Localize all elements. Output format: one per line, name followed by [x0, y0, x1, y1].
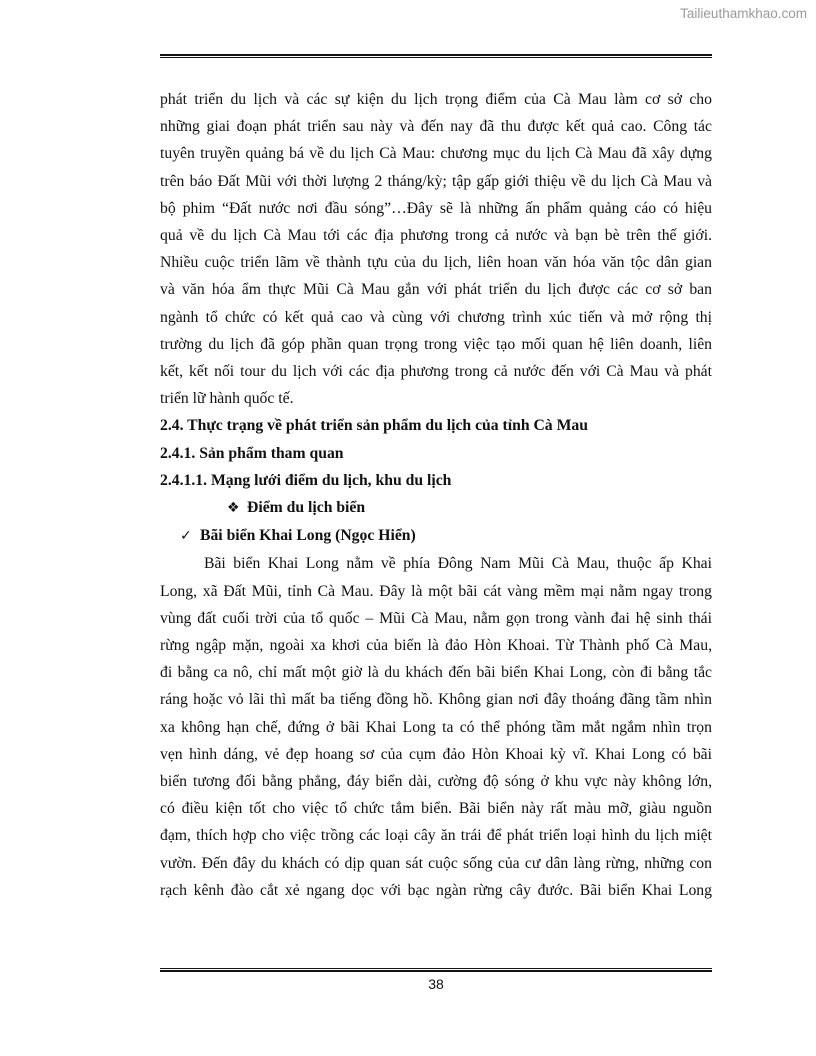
body-line: tuyên truyền quảng bá về du lịch Cà Mau: chương mục du lịch Cà Mau đã xây dựng	[160, 145, 712, 163]
body-line: triển lữ hành quốc tế.	[160, 390, 294, 408]
section-heading-2-4-1: 2.4.1. Sản phẩm tham quan	[160, 444, 344, 462]
body-line: Nhiều cuộc triển lãm về thành tựu của du lịch, liên hoan văn hóa văn tộc dân gian	[160, 254, 712, 272]
bullet-heading	[160, 494, 712, 522]
bullet-heading-label: Điểm du lịch biển	[247, 499, 366, 517]
body-line: Long, xã Đất Mũi, tỉnh Cà Mau. Đây là một bãi cát vàng mềm mại nằm ngay trong	[160, 582, 712, 600]
check-heading-label: Bãi biển Khai Long (Ngọc Hiển)	[200, 527, 416, 545]
page-number: 38	[428, 976, 444, 992]
body-line: những giai đoạn phát triển sau này và đến nay đã thu được kết quả cao. Công tác	[160, 118, 712, 136]
footer-rule	[160, 968, 712, 972]
diamond-bullet-icon: ❖	[227, 500, 240, 517]
body-line: vùng đất cuối trời của tổ quốc – Mũi Cà Mau, nằm gọn trong vành đai hệ sinh thái	[160, 609, 712, 627]
body-line: rạch kênh đào cắt xẻ ngang dọc với bạc ngàn rừng cây đước. Bãi biển Khai Long	[160, 881, 712, 899]
body-line: quả về du lịch Cà Mau tới các địa phương trong cả nước và bạn bè trên thế giới.	[160, 227, 712, 245]
body-line: ráng hoặc vỏ lãi thì mất ba tiếng đồng hồ. Không gian nơi đây thoáng đãng tầm nhìn	[160, 691, 712, 709]
section-heading-2-4: 2.4. Thực trạng về phát triển sản phẩm du lịch của tỉnh Cà Mau	[160, 417, 588, 435]
page-body	[160, 86, 712, 904]
body-line: đạm, thích hợp cho việc trồng các loại cây ăn trái để phát triển loại hình du lịch miệt	[160, 827, 712, 845]
check-heading	[160, 522, 712, 550]
header-rule	[160, 54, 712, 58]
body-line: xa không hạn chế, đứng ở bãi Khai Long ta có thể phóng tầm mắt ngắm nhìn trọn	[160, 718, 712, 736]
body-line: có điều kiện tốt cho việc tổ chức tắm biển. Bãi biển này rất màu mỡ, giàu nguồn	[160, 800, 712, 818]
checkmark-icon: ✓	[180, 528, 192, 545]
body-line: biển tương đối bằng phẳng, đáy biển dài, cường độ sóng ở khu vực này không lớn,	[160, 773, 712, 791]
body-line: bộ phim “Đất nước nơi đầu sóng”…Đây sẽ là những ấn phẩm quảng cáo có hiệu	[160, 199, 712, 217]
body-line: rừng ngập mặn, ngoài xa khơi của biển là đảo Hòn Khoai. Từ Thành phố Cà Mau,	[160, 637, 712, 655]
body-line: Bãi biển Khai Long nằm về phía Đông Nam Mũi Cà Mau, thuộc ấp Khai	[204, 555, 712, 573]
body-line: kết, kết nối tour du lịch với các địa phương trong cả nước đến với Cà Mau và phát	[160, 363, 712, 381]
body-line: trường du lịch đã góp phần quan trọng trong việc tạo mối quan hệ liên doanh, liên	[160, 335, 712, 353]
section-heading-2-4-1-1: 2.4.1.1. Mạng lưới điểm du lịch, khu du lịch	[160, 471, 452, 489]
body-line: và văn hóa ẩm thực Mũi Cà Mau gắn với phát triển du lịch được các cơ sở ban	[160, 281, 712, 299]
body-line: đi bằng ca nô, chỉ mất một giờ là du khách đến bãi biển Khai Long, còn đi bằng tắc	[160, 664, 712, 682]
body-line: ngành tổ chức có kết quả cao và cùng với chương trình xúc tiến và mở rộng thị	[160, 308, 712, 326]
body-line: phát triển du lịch và các sự kiện du lịch trọng điểm của Cà Mau làm cơ sở cho	[160, 91, 712, 108]
body-line: vườn. Đến đây du khách có dịp quan sát cuộc sống của cư dân làng rừng, những con	[160, 854, 712, 872]
body-line: trên báo Đất Mũi với thời lượng 2 tháng/kỳ; tập gấp giới thiệu về du lịch Cà Mau và	[160, 172, 712, 190]
watermark: Tailieuthamkhao.com	[680, 6, 807, 21]
body-line: vẹn hình dáng, vẻ đẹp hoang sơ của cụm đảo Hòn Khoai kỳ vĩ. Khai Long có bãi	[160, 745, 712, 763]
